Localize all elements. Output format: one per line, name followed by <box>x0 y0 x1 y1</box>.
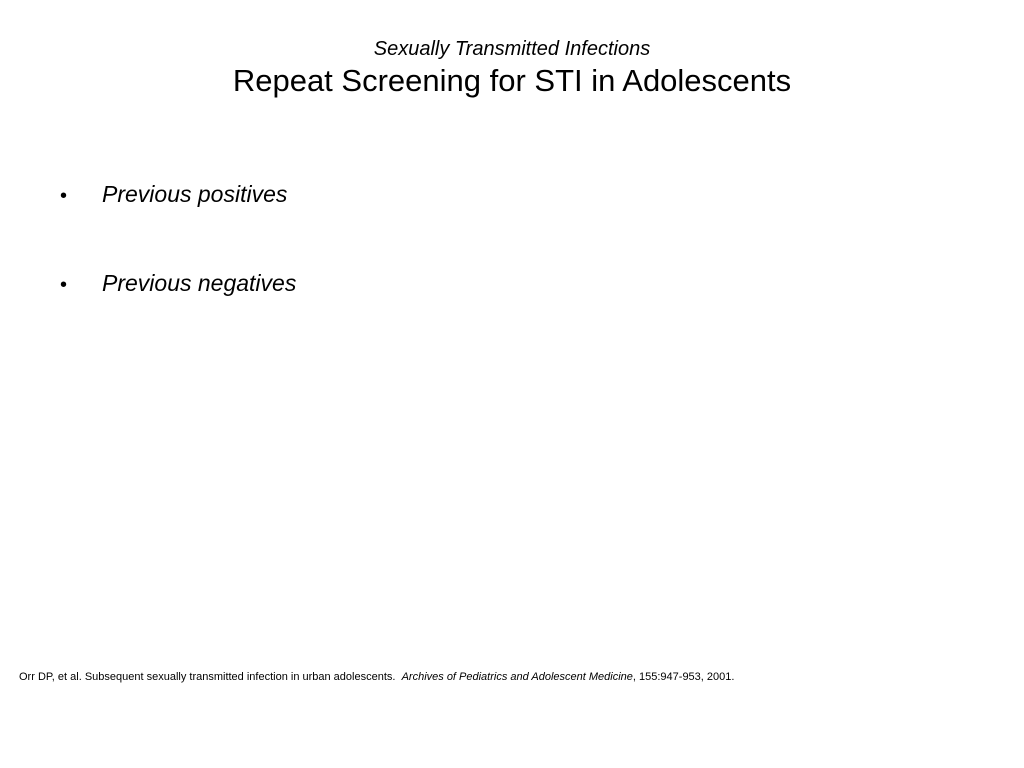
citation-details: , 155:947-953, 2001. <box>632 671 735 683</box>
citation-journal: Archives of Pediatrics and Adolescent Medicine <box>401 671 633 683</box>
slide-subtitle: Sexually Transmitted Infections <box>373 38 651 60</box>
bullet-item <box>60 267 296 299</box>
bullet-list <box>60 178 296 299</box>
bullet-item <box>60 178 296 210</box>
bullet-marker-icon: • <box>60 185 68 207</box>
bullet-text: Previous negatives <box>102 270 297 296</box>
slide-title: Repeat Screening for STI in Adolescents <box>232 63 792 98</box>
bullet-marker-icon: • <box>60 274 68 296</box>
citation <box>19 670 734 684</box>
citation-authors-title: Orr DP, et al. Subsequent sexually transmitted infection in urban adolescents. <box>19 671 396 683</box>
bullet-text: Previous positives <box>102 181 288 207</box>
title-block <box>0 36 1024 100</box>
